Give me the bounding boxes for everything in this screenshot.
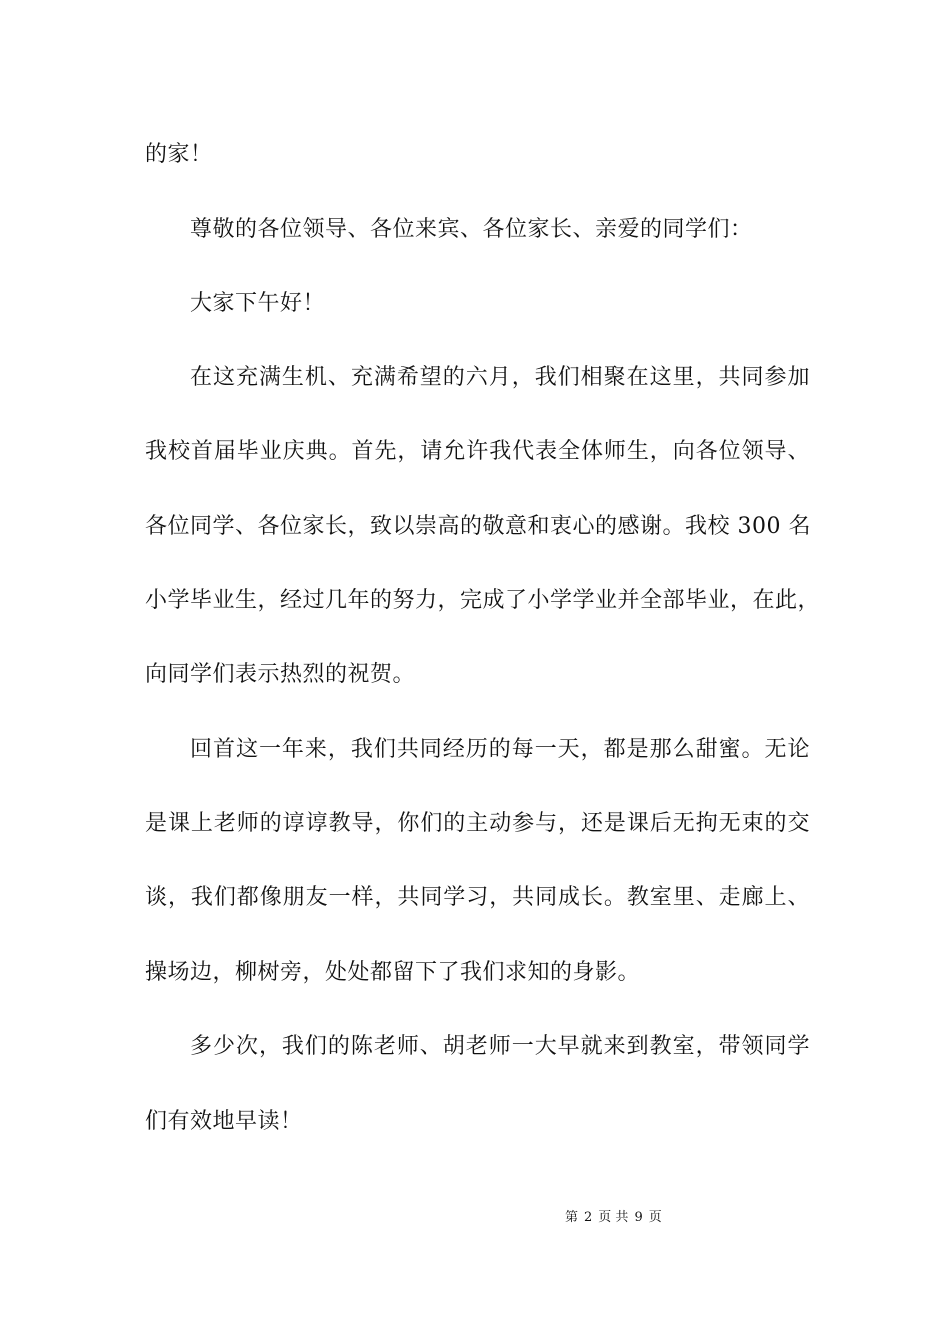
footer-prefix: 第 (565, 1210, 579, 1225)
current-page-number: 2 (584, 1210, 593, 1225)
salutation-line: 尊敬的各位领导、各位来宾、各位家长、亲爱的同学们： (190, 217, 753, 242)
total-page-number: 9 (634, 1210, 643, 1225)
page-number-footer (565, 1209, 668, 1227)
text-line: 回首这一年来，我们共同经历的每一天，都是那么甜蜜。无论 (190, 737, 810, 762)
footer-suffix: 页 (648, 1210, 662, 1225)
text-line: 多少次，我们的陈老师、胡老师一大早就来到教室，带领同学 (190, 1034, 810, 1059)
text-line: 向同学们表示热烈的祝贺。 (145, 662, 416, 687)
text-line: 小学毕业生，经过几年的努力，完成了小学学业并全部毕业，在此， (145, 588, 821, 613)
text-line: 谈，我们都像朋友一样，共同学习，共同成长。教室里、走廊上、 (145, 885, 810, 910)
text-line: 的家！ (145, 142, 213, 167)
text-line: 是课上老师的谆谆教导，你们的主动参与，还是课后无拘无束的交 (145, 811, 810, 836)
text-line: 在这充满生机、充满希望的六月，我们相聚在这里，共同参加 (190, 365, 810, 390)
footer-middle: 页 共 (598, 1210, 629, 1225)
greeting-line: 大家下午好！ (190, 291, 326, 316)
text-line: 各位同学、各位家长，致以崇高的敬意和衷心的感谢。我校 300 名 (145, 514, 811, 539)
text-line: 操场边，柳树旁，处处都留下了我们求知的身影。 (145, 960, 641, 985)
text-line: 们有效地早读！ (145, 1109, 303, 1134)
text-line: 我校首届毕业庆典。首先，请允许我代表全体师生，向各位领导、 (145, 439, 810, 464)
